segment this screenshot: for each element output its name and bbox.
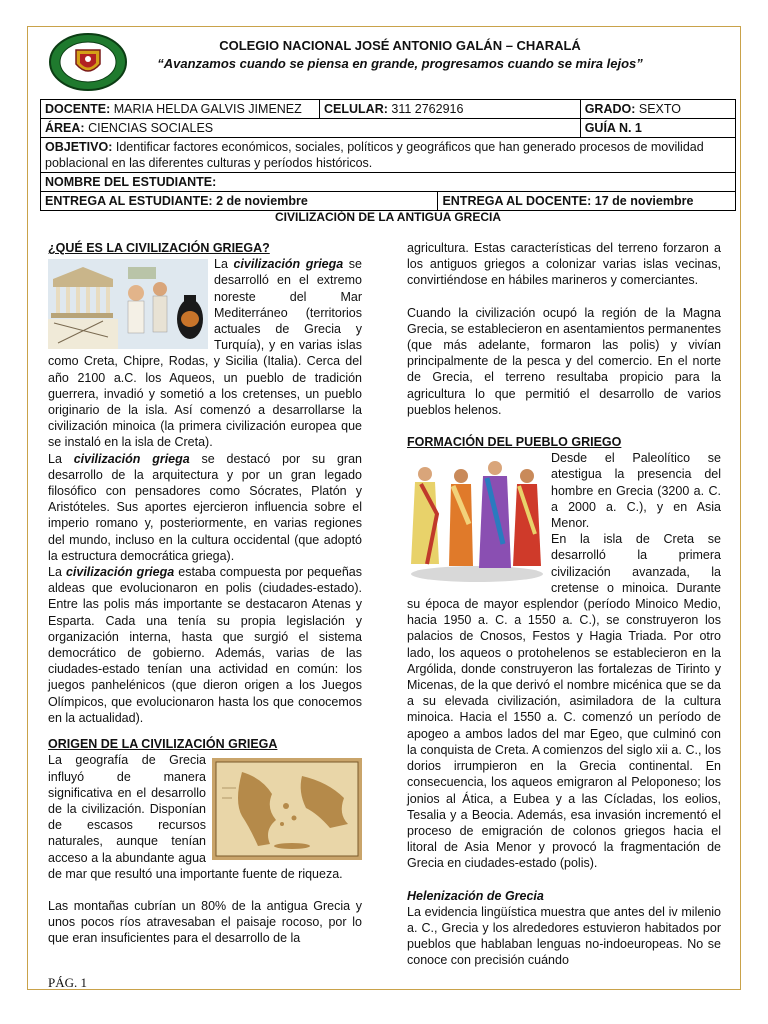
celular-value: 311 2762916 bbox=[391, 102, 464, 116]
left-column bbox=[48, 240, 362, 947]
heading-que-es: ¿QUÉ ES LA CIVILIZACIÓN GRIEGA? bbox=[48, 241, 270, 255]
objetivo-cell bbox=[41, 138, 736, 173]
docente-cell bbox=[41, 100, 320, 119]
paragraph-paleolitico: Desde el Paleolítico se atestigua la presencia del hombre en Grecia (3200 a. C. a 2000 a. C.), y en Asia Menor. bbox=[551, 451, 721, 531]
area-value: CIENCIAS SOCIALES bbox=[88, 121, 214, 135]
term-civilizacion-griega: civilización griega bbox=[233, 257, 344, 272]
paragraph-helenizacion: La evidencia lingüística muestra que antes del iv milenio a. C., Grecia y los alrededores estuvieron habitados por pueblos que hablaban lenguas no-indoeuropeas. No se conoce con precisión cuándo bbox=[407, 904, 721, 968]
celular-label: CELULAR: bbox=[324, 102, 388, 116]
area-label: ÁREA: bbox=[45, 121, 85, 135]
term-civilizacion-griega: civilización griega bbox=[73, 451, 190, 466]
objetivo-label: OBJETIVO: bbox=[45, 140, 113, 154]
greek-civilization-illustration bbox=[48, 259, 208, 349]
heading-formacion: FORMACIÓN DEL PUEBLO GRIEGO bbox=[407, 435, 622, 450]
school-motto: “Avanzamos cuando se piensa en grande, progresamos cuando se mira lejos” bbox=[157, 56, 643, 71]
heading-origen: ORIGEN DE LA CIVILIZACIÓN GRIEGA bbox=[48, 737, 278, 752]
paragraph-agricultura: agricultura. Estas características del terreno forzaron a los antiguos griegos a colonizar varias islas vecinas, convirtiéndose en hábiles marineros y comerciantes. bbox=[407, 241, 721, 288]
entrega-docente: ENTREGA AL DOCENTE: 17 de noviembre bbox=[438, 192, 736, 211]
paragraph-intro-1: La civilización griega se desarrolló en el extremo noreste del Mar Mediterráneo (territorios actuales de Grecia y Turquía), y en varias islas como Creta, Chipre, Rodas, y Sicilia (Italia). Cerca del año 2100 a.C. los Aqueos, un pueblo de tradición guerrera, invadió y sometió a los cretenses, un pueblo originario de la isla. Así comenzó a desarrollarse la civilización minoica (la primera civilización europea que se instaló en la isla de Creta). bbox=[48, 257, 362, 450]
objetivo-value: Identificar factores económicos, sociales, políticos y geográficos que han generado procesos de movilidad poblacional en las diferentes culturas y períodos históricos. bbox=[45, 140, 704, 170]
paragraph-origen-1: La geografía de Grecia influyó de manera significativa en el desarrollo de la civilización. Disponían de escasos recursos naturales, aunque tenían acceso a la abundante agua de mar que resultó una importante fuente de riqueza. bbox=[48, 753, 343, 881]
grado-cell bbox=[580, 100, 735, 119]
ancient-greece-map bbox=[212, 758, 362, 860]
guia-number: GUÍA N. 1 bbox=[580, 119, 735, 138]
paragraph-magna-grecia: Cuando la civilización ocupó la región de la Magna Grecia, se establecieron en asentamientos permanentes (que más adelante, formaron las polis) y vivían principalmente de la pesca y del comercio. En el norte de Grecia, el terreno resultaba propicio para la agricultura lo que permitió el desarrollo de varios pueblos helenos. bbox=[407, 305, 721, 417]
docente-value: MARIA HELDA GALVIS JIMENEZ bbox=[113, 102, 302, 116]
term-civilizacion-griega: civilización griega bbox=[65, 565, 175, 580]
grado-label: GRADO: bbox=[584, 102, 636, 116]
school-name: COLEGIO NACIONAL JOSÉ ANTONIO GALÁN – CHARALÁ bbox=[219, 38, 581, 53]
paragraph-intro-3: La civilización griega estaba compuesta por pequeñas aldeas que evolucionaron en polis (ciudades-estado). Entre las polis más importante se destacaron Atenas y Esparta. Cada una tenía su propia legislación y organización interna, hasta que surgió el sistema democrático de gobierno. Además, varias de las ciudades-estado tenían una actividad en común: los juegos panhelénicos (que dieron origen a los Juegos Olímpicos, que evolucionaron hasta los que conocemos en la actualidad). bbox=[48, 565, 362, 725]
school-crest-logo bbox=[48, 32, 128, 92]
student-name-field: NOMBRE DEL ESTUDIANTE: bbox=[41, 173, 736, 192]
docente-label: DOCENTE: bbox=[45, 102, 111, 116]
paragraph-creta: En la isla de Creta se desarrolló la primera civilización avanzada, la cretense o minoica. Durante su época de mayor esplendor (período Minoico Medio, hacia 1950 a. C. a 1550 a. C.), se construyeron los palacios de Cnosos, Festos y Hagia Triada. Por otro lado, los aqueos o protohelenos se establecieron en la Argólida, donde construyeron las fortalezas de Tirinto y Micenas, de la que derivó el nombre micénica que se da a su elevada civilización, asimiladora de la cultura minoica. Hacia el 1550 a. C. comenzó un período de apogeo a ambos lados del mar Egeo, que culminó con la conquista de Creta. A comienzos del siglo xii a. C., los dorios irrumpieron en la Grecia continental. En consecuencia, los aqueos emigraron al Peloponeso; los jonios al Ática, a Eubea y a las Cícladas, los eolios, Tesalia y a Beocia. Además, esa invasión incrementó el proceso de emigración de colonos griegos hacia el litoral de Asia Menor y provocó la fragmentación de Grecia en ciudades-estado (polis). bbox=[407, 532, 721, 871]
guide-info-table bbox=[40, 99, 736, 211]
section-title: CIVILIZACIÓN DE LA ANTIGUA GRECIA bbox=[275, 210, 501, 224]
entrega-estudiante: ENTREGA AL ESTUDIANTE: 2 de noviembre bbox=[41, 192, 438, 211]
heading-helenizacion: Helenización de Grecia bbox=[407, 888, 544, 903]
area-cell bbox=[41, 119, 581, 138]
paragraph-origen-2: Las montañas cubrían un 80% de la antigua Grecia y unos pocos ríos atravesaban el paisaje rocoso, por lo que eran insuficientes para el desarrollo de la bbox=[48, 898, 362, 946]
right-column bbox=[407, 240, 721, 969]
greek-philosophers-illustration bbox=[407, 454, 545, 584]
celular-cell bbox=[320, 100, 581, 119]
grado-value: SEXTO bbox=[638, 102, 682, 116]
page-number: PÁG. 1 bbox=[48, 975, 88, 990]
paragraph-intro-2: La civilización griega se destacó por su gran desarrollo de la arquitectura y por un gran legado filosófico con pensadores como Sócrates, Platón y Aristóteles. Sus aportes ejercieron influencia sobre el imperio romano y, posteriormente, en varias regiones del mundo, incluso en la cultura occidental (que adoptó la estructura democrática griega). bbox=[48, 451, 362, 563]
